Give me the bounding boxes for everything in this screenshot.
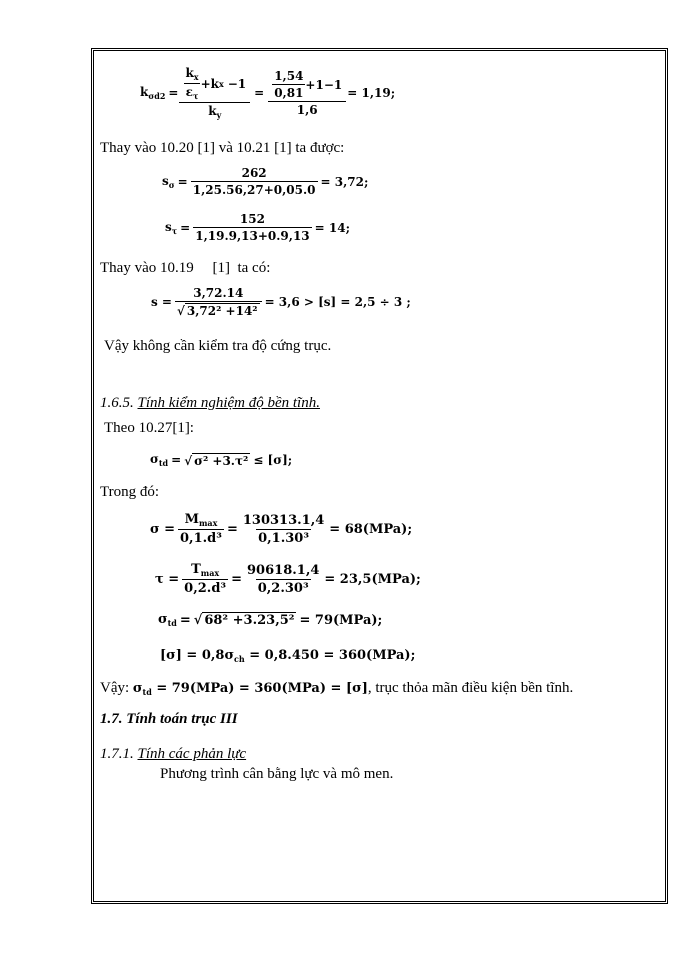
section-heading-1-7-1: 1.7.1. Tính các phản lực [100,746,247,762]
paragraph-equilibrium: Phương trình cân bằng lực và mô men. [160,766,394,782]
eq-sigma-td-condition: $\sigma_{td}$ = √ σ² +3.τ² ≤ [σ]; [150,452,293,468]
section-heading-1-7: 1.7. Tính toán trục III [100,711,238,727]
eq-sigma: σ = $\frac{M_{max}}{\text{0,1.d³}}$ = $\frac{130313.1,4}{\text{0,1.30³}}$ = 68(MPa); [150,512,413,546]
fraction: $\frac{k_x}{\varepsilon_\tau}$ +k x −1 $k_y$ [181,66,248,120]
paragraph-where: Trong đó: [100,484,160,500]
eq-s: s = $\frac{3,72.14}{\text{√ 3,72² +14²}}$ = 3,6 > [s] = 2,5 ÷ 3 ; [151,286,411,318]
section-heading-1-6-5: 1.6.5. Tính kiểm nghiệm độ bền tĩnh. [100,395,320,411]
paragraph-substitute-1: Thay vào 10.20 [1] và 10.21 [1] ta được: [100,140,345,156]
eq-tau: τ = $\frac{T_{max}}{\text{0,2.d³}}$ = $\frac{90618.1,4}{\text{0,2.30³}}$ = 23,5(MPa); [155,562,421,596]
paragraph-conclusion: Vậy: $\sigma_{td} = 79(MPa) = 360(MPa) = [\sigma]$, trục thỏa mãn điều kiện bền tĩnh. [100,680,574,697]
eq-k-sigma-d2: $k_{\sigma d2}$ = $\frac{k_x}{\varepsilon_\tau}$ +k x −1 $k_y$ = $\frac{1,54}{0,81}$ +1−1 1,6 = 1,19; [140,66,396,120]
eq-s-sigma: $s_\sigma$ = $\frac{262}{1,25.56,27+0,05.0}$ = 3,72; [162,166,369,197]
paragraph-substitute-2: Thay vào 10.19 [1] ta có: [100,260,271,276]
paragraph-according-to: Theo 10.27[1]: [104,420,194,436]
eq-s-tau: $s_\tau$ = $\frac{152}{1,19.9,13+0.9,13}$ = 14; [165,212,351,243]
eq-lhs: $k_{\sigma d2}$ [140,85,166,101]
eq-allowable-stress: $[\sigma] = 0,8\sigma_{ch} = 0,8.450 = 360(MPa)$; [160,648,416,664]
eq-sigma-td-value: $\sigma_{td}$ = √ 68² +3.23,5² = 79(MPa); [158,612,383,628]
paragraph-no-stiffness-check: Vậy không cần kiểm tra độ cứng trục. [104,338,332,354]
fraction: $\frac{1,54}{0,81}$ +1−1 1,6 [270,69,344,117]
